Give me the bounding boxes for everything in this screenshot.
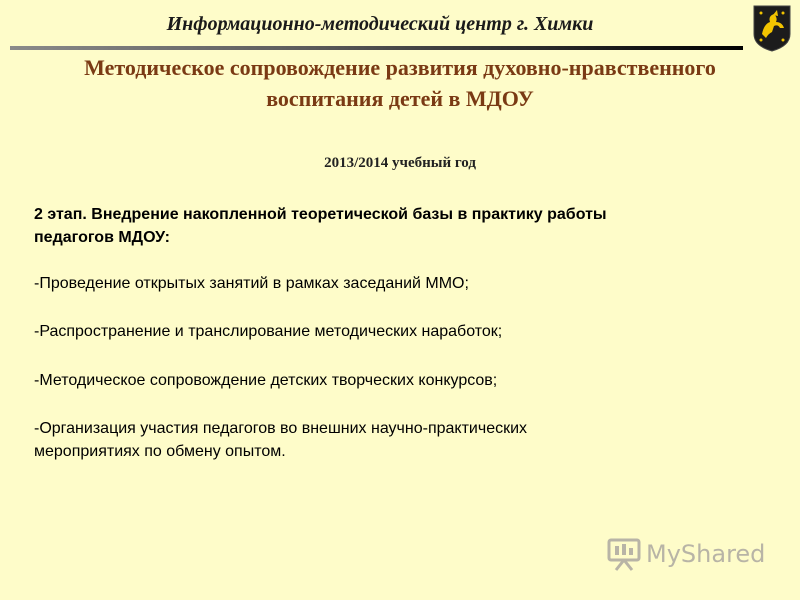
list-item-text: -Организация участия педагогов во внешних научно-практических bbox=[34, 420, 528, 437]
main-title-line1: Методическое сопровождение развития духовно-нравственного bbox=[84, 55, 716, 80]
watermark-text: MyShared bbox=[646, 540, 766, 568]
header-divider bbox=[10, 46, 743, 50]
academic-year: 2013/2014 учебный год bbox=[324, 155, 476, 171]
list-item-text: мероприятиях по обмену опытом. bbox=[34, 443, 286, 460]
presentation-board-icon bbox=[606, 536, 642, 572]
list-item-text: -Методическое сопровождение детских творческих конкурсов; bbox=[34, 372, 498, 389]
main-title bbox=[0, 52, 800, 114]
stage-heading-line1: 2 этап. Внедрение накопленной теоретической базы в практику работы bbox=[34, 206, 607, 223]
list-item bbox=[34, 417, 774, 463]
list-item-text: -Распространение и транслирование методических наработок; bbox=[34, 323, 503, 340]
list-item bbox=[34, 369, 774, 392]
list-item bbox=[34, 320, 774, 343]
main-title-line2: воспитания детей в МДОУ bbox=[266, 86, 534, 111]
header-title: Информационно-методический центр г. Химки bbox=[166, 13, 594, 35]
khimki-coat-of-arms-icon bbox=[752, 4, 792, 52]
watermark bbox=[606, 536, 766, 572]
stage-heading-line2: педагогов МДОУ: bbox=[34, 229, 171, 246]
list-item bbox=[34, 272, 774, 295]
list-item-text: -Проведение открытых занятий в рамках заседаний ММО; bbox=[34, 275, 469, 292]
stage-heading bbox=[34, 203, 774, 249]
